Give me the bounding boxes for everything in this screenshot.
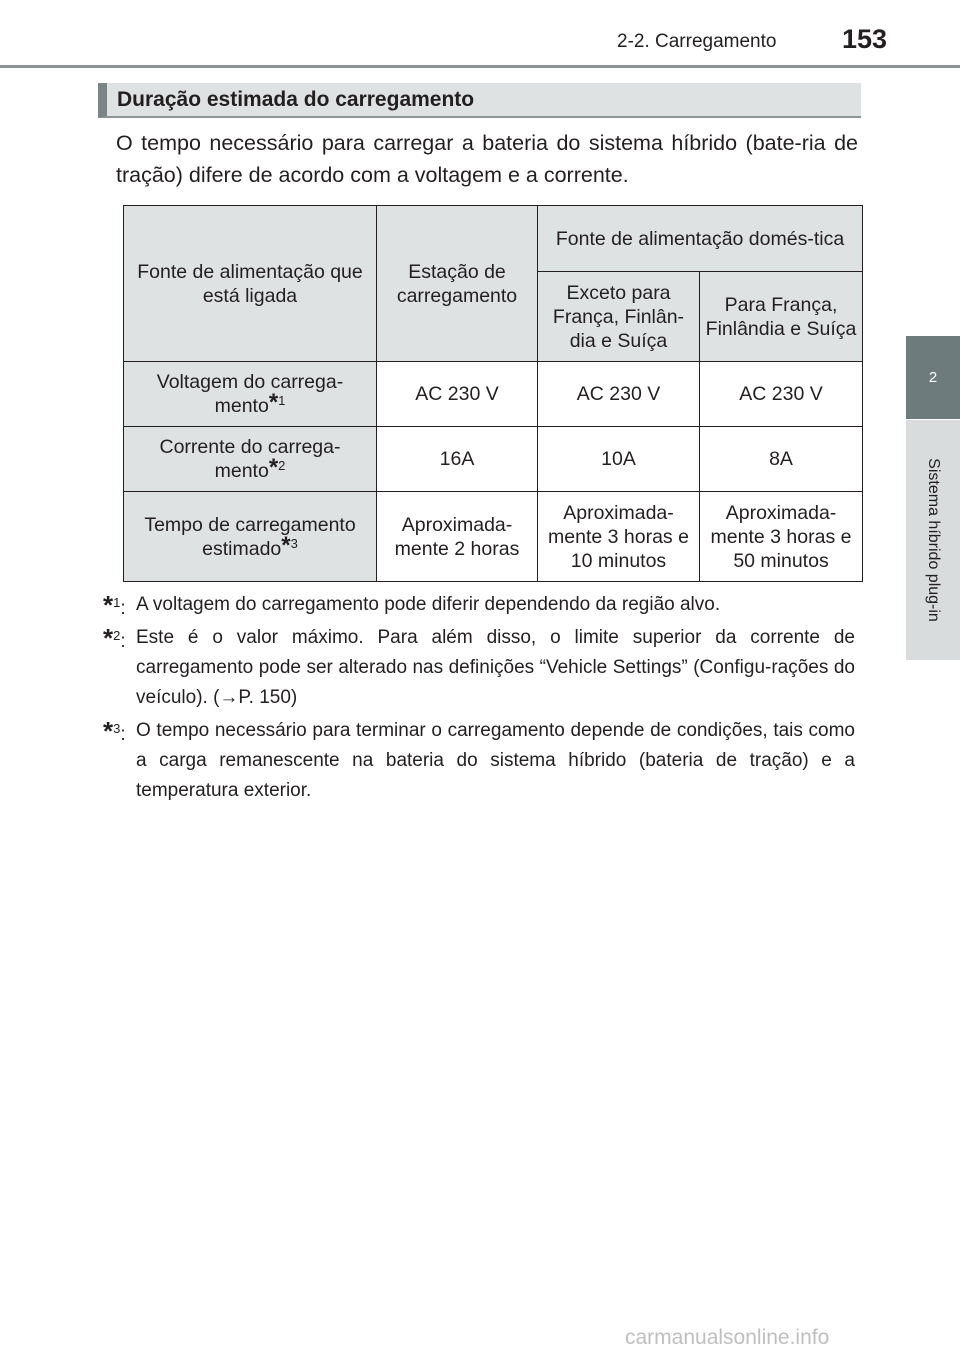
table-cell: AC 230 V: [377, 362, 538, 427]
table-header-row: [124, 206, 863, 272]
footnote-text: A voltagem do carregamento pode diferir dependendo da região alvo.: [136, 594, 721, 615]
subheader-france: Para França, Finlândia e Suíça: [700, 272, 863, 362]
asterisk-mark: *: [281, 531, 291, 559]
asterisk-mark: *: [268, 389, 279, 416]
row-label-text: Voltagem do carrega-mento: [156, 371, 344, 417]
header-charging-station: Estação de carregamento: [377, 206, 538, 362]
header-power-source: Fonte de alimentação que está ligada: [124, 206, 377, 362]
footnote-text: Este é o valor máximo. Para além disso, o limite superior da corrente de carregamento pode ser alterado nas definições “Vehicle Settings” (Configu-rações do veículo). (→P. 150): [136, 627, 855, 708]
intro-text: O tempo necessário para carregar a bateria do sistema híbrido (bate-ria de tração) difere de acordo com a voltagem e a corrente.: [116, 131, 858, 187]
row-label-text: Tempo de carregamento estimado: [144, 513, 356, 560]
table-cell: 16A: [377, 427, 538, 492]
footnote-marker: *$^1$:: [103, 590, 126, 620]
table-cell: Aproximada-mente 2 horas: [377, 492, 538, 582]
row-label: [124, 492, 377, 582]
section-title: 2-2. Carregamento: [617, 31, 777, 52]
page-number: 153: [842, 24, 888, 54]
footnote-number: 1: [113, 595, 121, 610]
footnote-marker: *$^2$:: [103, 623, 126, 653]
row-label-text: Corrente do carrega-mento: [159, 436, 341, 482]
footnote: [103, 623, 855, 713]
watermark: carmanualsonline.info: [625, 1326, 830, 1349]
note-ref: 1: [278, 393, 286, 408]
table-cell: 10A: [538, 427, 700, 492]
footnote-marker: *$^3$:: [103, 716, 126, 746]
asterisk-mark: *: [103, 623, 114, 653]
asterisk-mark: *: [268, 454, 279, 481]
chapter-tab-label: Sistema híbrido plug-in: [925, 458, 942, 622]
footnote: [103, 590, 855, 620]
section-heading-text: Duração estimada do carregamento: [117, 88, 475, 111]
note-ref: 3: [290, 535, 298, 551]
table-row: [124, 427, 863, 492]
footnotes: [103, 590, 855, 809]
table-cell: AC 230 V: [700, 362, 863, 427]
section-heading: [98, 83, 861, 118]
row-label: [124, 362, 377, 427]
asterisk-mark: *: [103, 590, 114, 620]
header-divider: [0, 65, 960, 68]
table-row: [124, 362, 863, 427]
chapter-tab-number[interactable]: 2: [906, 336, 960, 419]
table-cell: Aproximada-mente 3 horas e 50 minutos: [700, 492, 863, 582]
footnote-number: 3: [113, 721, 121, 736]
footnote-number: 2: [113, 628, 121, 643]
table-cell: 8A: [700, 427, 863, 492]
table-row: [124, 492, 863, 582]
subheader-except-france: Exceto para França, Finlân-dia e Suíça: [538, 272, 700, 362]
header-domestic-source: Fonte de alimentação domés-tica: [538, 206, 863, 272]
footnote: [103, 716, 855, 806]
table-cell: AC 230 V: [538, 362, 700, 427]
footnote-text: O tempo necessário para terminar o carregamento depende de condições, tais como a carga remanescente na bateria do sistema híbrido (bateria de tração) e a temperatura exterior.: [136, 720, 855, 801]
row-label: [124, 427, 377, 492]
note-ref: 2: [278, 458, 286, 473]
asterisk-mark: *: [103, 716, 114, 746]
intro-paragraph: [116, 127, 858, 191]
charging-time-table: [123, 205, 863, 582]
table-cell: Aproximada-mente 3 horas e 10 minutos: [538, 492, 700, 582]
